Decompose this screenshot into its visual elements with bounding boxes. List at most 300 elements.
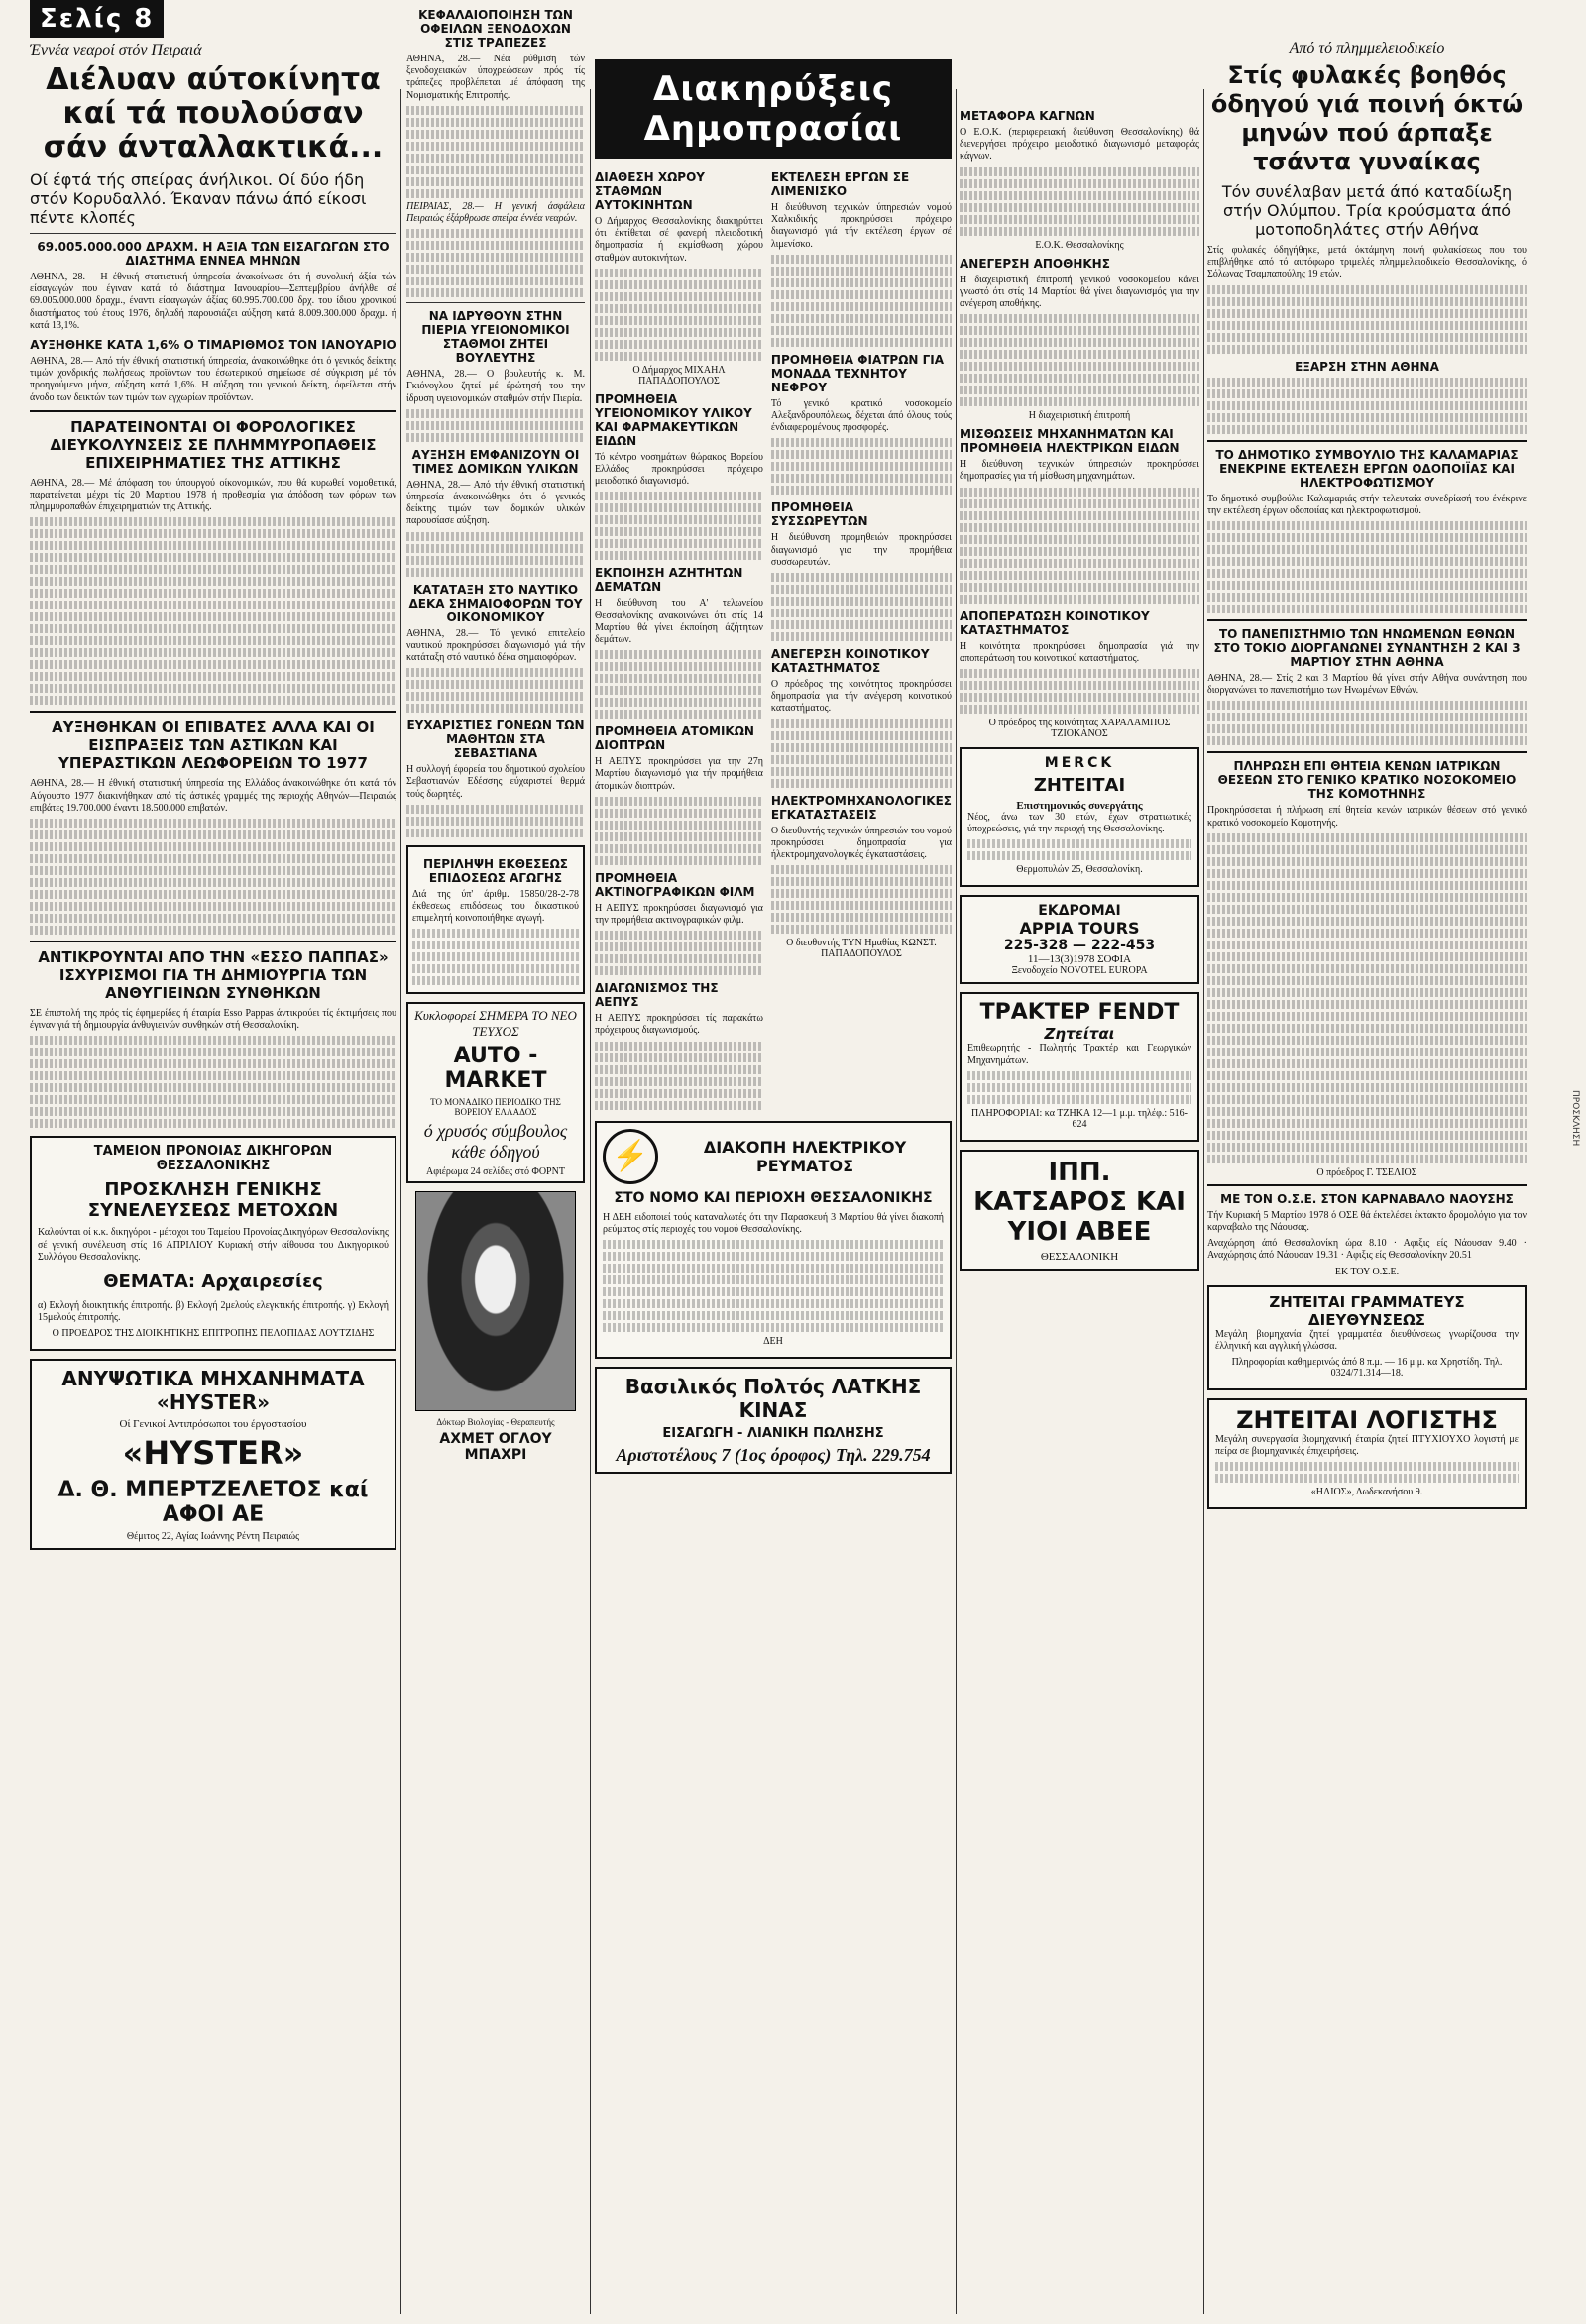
ad-royal-jelly <box>595 1367 952 1474</box>
text-filler <box>406 532 585 541</box>
ad-info: ΠΛΗΡΟΦΟΡΙΑΙ: κα ΤΖΗΚΑ 12—1 μ.μ. τηλέφ.: 516-624 <box>971 1107 1188 1130</box>
text-filler <box>967 839 1191 848</box>
ad-hyster <box>30 1359 396 1550</box>
text-filler <box>1207 581 1527 590</box>
text-filler <box>771 913 952 922</box>
ad-title: ΖΗΤΕΙΤΑΙ <box>1033 775 1126 797</box>
notice-title: ΔΙΑΓΩΝΙΣΜΟΣ ΤΗΣ ΑΕΠΥΣ <box>595 981 719 1010</box>
story-body: Το δημοτικό συμβούλιο Καλαμαριάς στήν τελευταία συνεδρίασή του ένέκρινε την εκτέλεση έργων οδοποιίας και ηλεκτροφωτισμού. <box>1207 493 1527 516</box>
text-filler <box>30 1107 396 1116</box>
divider <box>30 941 396 942</box>
notice-title: ΠΡΟΜΗΘΕΙΑ ΥΓΕΙΟΝΟΜΙΚΟΥ ΥΛΙΚΟΥ ΚΑΙ ΦΑΡΜΑΚΕΥΤΙΚΩΝ ΕΙΔΩΝ <box>595 391 752 448</box>
text-filler <box>595 809 763 818</box>
ad-title: ΑΝΥΨΩΤΙΚΑ ΜΗΧΑΝΗΜΑΤΑ «HYSTER» <box>61 1367 365 1415</box>
notice-title: ΑΝΕΓΕΡΣΗ ΑΠΟΘΗΚΗΣ <box>960 256 1110 271</box>
text-filler <box>1207 713 1527 721</box>
story-body: ΑΘΗΝΑ, 28.— Η έθνική στατιστική ύπηρεσία της Ελλάδος άνακοινώθηκε ότι κατά τόν Αύγουστο 1977 διακινήθηκαν από τίς άστικές γραμμές της περιοχής Αθηνών—Πειραιώς επιβάτες 19.700.000 έναντι 18.500.000 επιβατών. <box>30 778 396 814</box>
notice-box <box>406 845 585 995</box>
text-filler <box>406 433 585 442</box>
text-filler <box>30 612 396 621</box>
notice-title: ΠΡΟΜΗΘΕΙΑ ΑΚΤΙΝΟΓΡΑΦΙΚΩΝ ΦΙΛΜ <box>595 870 755 899</box>
ad-slogan: ό χρυσός σύμβουλος κάθε όδηγού <box>423 1121 568 1162</box>
text-filler <box>30 529 396 538</box>
text-filler <box>967 1083 1191 1092</box>
text-filler <box>960 523 1199 532</box>
text-filler <box>1215 1462 1519 1471</box>
ad-title: ΖΗΤΕΙΤΑΙ ΛΟΓΙΣΤΗΣ <box>1236 1406 1498 1435</box>
text-filler <box>30 1119 396 1128</box>
text-filler <box>406 421 585 430</box>
text-filler <box>595 1089 763 1098</box>
text-filler <box>30 1071 396 1080</box>
text-filler <box>960 559 1199 568</box>
notice-body: Η διεύθυνση προμηθειών προκηρύσσει διαγωνισμό για την προμήθεια συσσωρευτών. <box>770 532 952 568</box>
text-filler <box>406 568 585 577</box>
power-cut-notice <box>595 1121 952 1359</box>
text-filler <box>1207 521 1527 530</box>
text-filler <box>412 952 579 961</box>
text-filler <box>960 499 1199 508</box>
text-filler <box>30 517 396 526</box>
text-filler <box>1207 881 1527 890</box>
text-filler <box>960 511 1199 520</box>
text-filler <box>1207 425 1527 434</box>
ad-title: ΤΡΑΚΤΕΡ FENDT <box>979 1000 1180 1026</box>
notice-title: ΠΕΡΙΛΗΨΗ ΕΚΘΕΣΕΩΣ ΕΠΙΔΟΣΕΩΣ ΑΓΩΓΗΣ <box>423 856 568 885</box>
text-filler <box>1207 833 1527 842</box>
text-filler <box>771 573 952 582</box>
text-filler <box>603 1275 944 1284</box>
text-filler <box>406 680 585 689</box>
text-filler <box>603 1287 944 1296</box>
notice-title: ΜΙΣΘΩΣΕΙΣ ΜΗΧΑΝΗΜΑΤΩΝ ΚΑΙ ΠΡΟΜΗΘΕΙΑ ΗΛΕΚΤΡΙΚΩΝ ΕΙΔΩΝ <box>960 427 1180 456</box>
text-filler <box>406 817 585 826</box>
story-signature: ΕΚ ΤΟΥ Ο.Σ.Ε. <box>1334 1266 1400 1277</box>
text-filler <box>1207 1000 1527 1009</box>
text-filler <box>30 890 396 899</box>
text-filler <box>960 397 1199 406</box>
text-filler <box>595 551 763 560</box>
margin-text: ΠΡΟΣΚΛΗΣΗ <box>1570 1090 1580 1147</box>
text-filler <box>595 1077 763 1086</box>
divider <box>1207 619 1527 621</box>
notice-title: ΠΡΟΜΗΘΕΙΑ ΣΥΣΣΩΡΕΥΤΩΝ <box>770 500 868 529</box>
notices-right <box>771 165 952 1113</box>
text-filler <box>30 1095 396 1104</box>
text-filler <box>30 819 396 828</box>
divider <box>1207 1184 1527 1186</box>
column-2 <box>406 0 585 2324</box>
notice-signature: Η διαχειριστική έπιτροπή <box>1028 410 1131 422</box>
text-filler <box>960 167 1199 176</box>
text-filler <box>960 191 1199 200</box>
text-filler <box>30 541 396 550</box>
text-filler <box>1207 593 1527 602</box>
text-filler <box>412 976 579 985</box>
text-filler <box>960 338 1199 347</box>
ad-subtitle: Ζητείται <box>1044 1025 1115 1044</box>
ad-accountant <box>1207 1398 1527 1509</box>
ad-body: Μεγάλη συνεργασία βιομηχανική έταιρία ζητεί ΠΤΥΧΙΟΥΧΟ λογιστή με πείρα σε βιομηχανικές έπιχειρήσεις. <box>1215 1434 1519 1458</box>
notice-body: Ο Ε.Ο.Κ. (περιφερειακή διεύθυνση Θεσσαλονίκης) θά διενεργήσει πρόχειρο μειοδοτικό διαγωνισμό μεταφοράς κάγνων. <box>960 127 1199 163</box>
story-body: ΑΘΗΝΑ, 28.— Νέα ρύθμιση τών ξενοδοχειακών ύποχρεώσεων πρός τίς τράπεζες προβλέπεται μέ άπόφαση της Νομισματικής Επιτροπής. <box>406 54 585 101</box>
text-filler <box>595 316 763 325</box>
text-filler <box>960 693 1199 702</box>
story-title: ΠΑΡΑΤΕΙΝΟΝΤΑΙ ΟΙ ΦΟΡΟΛΟΓΙΚΕΣ ΔΙΕΥΚΟΛΥΝΣΕΙΣ ΣΕ ΠΛΗΜΜΥΡΟΠΑΘΕΙΣ ΕΠΙΧΕΙΡΗΜΑΤΙΕΣ ΤΗΣ ΑΤΤΙΚΗΣ <box>50 417 377 472</box>
text-filler <box>406 154 585 163</box>
text-filler <box>595 1065 763 1074</box>
story-body: Τήν Κυριακή 5 Μαρτίου 1978 ό ΟΣΕ θά έκτελέσει έκτακτο δρομολόγιο για τον καρναβαλο της Νάουσας. <box>1207 1209 1527 1234</box>
ad-person: ΑΧΜΕΤ ΟΓΛΟΥ ΜΠΑΧΡΙ <box>439 1431 552 1464</box>
text-filler <box>406 229 585 238</box>
power-cut-body: Η ΔΕΗ ειδοποιεί τούς καταναλωτές ότι την Παρασκευή 3 Μαρτίου θά γίνει διακοπή ρεύματος στίς περιοχές του νομού Θεσσαλονίκης. <box>603 1211 944 1235</box>
text-filler <box>603 1299 944 1308</box>
story-body: Στίς φυλακές όδηγήθηκε, μετά όκτάμηνη ποινή φυλακίσεως που του επιβλήθηκε από τό αυτόφωρο τριμελές πλημμελειοδικείο Θεσσαλονίκης, ό Σόλωνας Τσαμπαπούλης 19 ετών. <box>1207 245 1527 280</box>
story-title: ΚΑΤΑΤΑΞΗ ΣΤΟ ΝΑΥΤΙΚΟ ΔΕΚΑ ΣΗΜΑΙΟΦΟΡΩΝ ΤΟΥ ΟΙΚΟΝΟΜΙΚΟΥ <box>408 582 583 624</box>
text-filler <box>1207 976 1527 985</box>
ad-hotel: Ξενοδοχείο NOVOTEL EUROPA <box>1011 965 1148 977</box>
ad-top: Κυκλοφορεί ΣΗΜΕΡΑ ΤΟ ΝΕΟ ΤΕΥΧΟΣ <box>414 1008 577 1040</box>
notice-title: ΜΕΤΑΦΟΡΑ ΚΑΓΝΩΝ <box>960 109 1095 123</box>
power-cut-subtitle: ΣΤΟ ΝΟΜΟ ΚΑΙ ΠΕΡΙΟΧΗ ΘΕΣΣΑΛΟΝΙΚΗΣ <box>614 1189 933 1206</box>
ad-brand: «HYSTER» <box>122 1434 304 1473</box>
text-filler <box>771 267 952 276</box>
text-filler <box>1207 929 1527 938</box>
ad-pages: Αφιέρωμα 24 σελίδες στό ΦΟΡΝΤ <box>426 1166 565 1178</box>
notice-signature: Ο πρόεδρος της κοινότητας ΧΑΡΑΛΑΜΠΟΣ ΤΖΙΟΚΑΝΟΣ <box>988 718 1171 740</box>
text-filler <box>30 878 396 887</box>
notice-title: ΠΡΟΜΗΘΕΙΑ ΑΤΟΜΙΚΩΝ ΔΙΟΠΤΡΩΝ <box>595 724 754 753</box>
text-filler <box>1207 389 1527 398</box>
text-filler <box>1207 1059 1527 1068</box>
text-filler <box>960 595 1199 604</box>
text-filler <box>595 539 763 548</box>
text-filler <box>30 672 396 681</box>
text-filler <box>595 292 763 301</box>
text-filler <box>1207 321 1527 330</box>
notice-org: ΤΑΜΕΙΟΝ ΠΡΟΝΟΙΑΣ ΔΙΚΗΓΟΡΩΝ ΘΕΣΣΑΛΟΝΙΚΗΣ <box>93 1144 333 1174</box>
column-rule <box>590 89 591 2314</box>
ad-auto-market <box>406 1002 585 1183</box>
text-filler <box>1207 297 1527 306</box>
banner-spacer <box>960 0 1199 103</box>
text-filler <box>406 692 585 701</box>
text-filler <box>30 1048 396 1056</box>
text-filler <box>603 1264 944 1273</box>
notice-signature: Ε.Ο.Κ. Θεσσαλονίκης <box>1035 239 1124 251</box>
text-filler <box>406 130 585 139</box>
notices-row <box>595 165 952 1113</box>
text-filler <box>771 620 952 629</box>
text-filler <box>406 556 585 565</box>
power-cut-title: ΔΙΑΚΟΠΗ ΗΛΕΚΤΡΙΚΟΥ ΡΕΥΜΑΤΟΣ <box>703 1137 907 1175</box>
notice-body: Η διεύθυνση τεχνικών ύπηρεσιών προκηρύσσει δημοπρασίες για τή μίσθωση μηχανημάτων. <box>960 459 1199 483</box>
story-kicker: Έννέα νεαροί στόν Πειραιά <box>30 42 202 58</box>
text-filler <box>967 851 1191 860</box>
text-filler <box>771 609 952 617</box>
text-filler <box>771 597 952 606</box>
text-filler <box>406 805 585 814</box>
section-banner: Διακηρύξεις Δημοπρασίαι <box>595 59 952 159</box>
text-filler <box>960 215 1199 224</box>
story-lead: Οί έφτά τής σπείρας άνήλικοι. Οί δύο ήδη στόν Κορυδαλλό. Έκαναν πάνω άπό είκοσι πέντε κλοπές <box>30 170 367 227</box>
ad-secretary <box>1207 1285 1527 1390</box>
text-filler <box>1207 952 1527 961</box>
page-masthead: Σελίς 8 <box>30 0 164 38</box>
story-title: ΤΟ ΠΑΝΕΠΙΣΤΗΜΙΟ ΤΩΝ ΗΝΩΜΕΝΩΝ ΕΘΝΩΝ ΣΤΟ ΤΟΚΙΟ ΔΙΟΡΓΑΝΩΝΕΙ ΣΥΝΑΝΤΗΣΗ 2 ΚΑΙ 3 ΜΑΡΤΙΟΥ ΣΤΗΝ ΑΘΗΝΑ <box>1213 627 1521 670</box>
notice-signature: Ο διευθυντής ΤΥΝ Ημαθίας ΚΩΝΣΤ. ΠΑΠΑΔΟΠΟΥΛΟΣ <box>786 938 937 960</box>
text-filler <box>960 374 1199 383</box>
text-filler <box>595 527 763 536</box>
column-4 <box>960 0 1199 2324</box>
text-filler <box>603 1252 944 1261</box>
lightning-icon: ⚡ <box>603 1129 658 1184</box>
text-filler <box>595 1042 763 1051</box>
text-filler <box>406 118 585 127</box>
text-filler <box>595 662 763 671</box>
text-filler <box>406 829 585 837</box>
story-kicker: Από τό πλημμελειοδικείο <box>1289 40 1445 56</box>
ad-body: Επιθεωρητής - Πωλητής Τρακτέρ και Γεωργικών Μηχανημάτων. <box>967 1043 1191 1066</box>
text-filler <box>412 941 579 949</box>
text-filler <box>960 386 1199 394</box>
column-rule <box>1203 89 1204 2314</box>
ad-subtitle: ΕΙΣΑΓΩΓΗ - ΛΙΑΝΙΚΗ ΠΩΛΗΣΗΣ <box>662 1426 884 1442</box>
text-filler <box>30 830 396 839</box>
story-body: ΑΘΗΝΑ, 28.— Από τήν έθνική στατιστική ύπηρεσία άνακοινώθηκε ότι ό γενικός δείκτης τιμών των δομικών υλικών παρουσίασε αύξηση. <box>406 479 585 527</box>
text-filler <box>30 624 396 633</box>
notice-body: Διά της ύπ' άριθμ. 15850/28-2-78 έκθεσεως επιδόσεως του δικαστικού επιμελητή κοινοποιήθηκε αγωγή. <box>412 888 579 925</box>
text-filler <box>771 338 952 347</box>
text-filler <box>595 821 763 830</box>
notice-title: ΠΡΟΣΚΛΗΣΗ ΓΕΝΙΚΗΣ ΣΥΝΕΛΕΥΣΕΩΣ ΜΕΤΟΧΩΝ <box>87 1179 339 1222</box>
notice-title: ΕΚΤΕΛΕΣΗ ΕΡΓΩΝ ΣΕ ΛΙΜΕΝΙΣΚΟ <box>770 170 910 198</box>
ad-body: Μεγάλη βιομηχανία ζητεί γραμματέα διευθύνσεως γνωρίζουσα την έλληνική και αγγλική γλώσσα. <box>1215 1328 1519 1352</box>
text-filler <box>1207 569 1527 578</box>
text-filler <box>960 535 1199 544</box>
text-filler <box>960 227 1199 236</box>
ad-info: Πληροφορίαι καθημερινώς άπό 8 π.μ. — 16 μ.μ. κα Χρηστίδη. Τηλ. 0324/71.314—18. <box>1231 1357 1503 1380</box>
text-filler <box>1207 964 1527 973</box>
text-filler <box>960 350 1199 359</box>
notice-body: Η διεύθυνση του Α' τελωνείου Θεσσαλονίκης ανακοινώνει ότι στίς 14 Μαρτίου θά γίνει έκποίηση άζήτητων δεμάτων. <box>595 598 763 646</box>
power-cut-header <box>603 1129 944 1184</box>
text-filler <box>406 288 585 297</box>
notice-body: Καλούνται οί κ.κ. δικηγόροι - μέτοχοι του Ταμείου Προνοίας Δικηγόρων Θεσσαλονίκης σέ γενική συνέλευση στίς 16 ΑΠΡΙΛΙΟΥ Κυριακή στήν αίθουσα του Δικηγορικού Συλλόγου Θεσσαλονίκης. <box>38 1227 389 1263</box>
notice-tameio <box>30 1136 396 1351</box>
text-filler <box>595 856 763 865</box>
ad-merck <box>960 747 1199 887</box>
text-filler <box>30 914 396 923</box>
text-filler <box>771 486 952 495</box>
notices-left <box>595 165 763 1113</box>
notice-title: ΑΝΕΓΕΡΣΗ ΚΟΙΝΟΤΙΚΟΥ ΚΑΤΑΣΤΗΜΑΤΟΣ <box>770 647 930 676</box>
ad-subtitle: Επιστημονικός συνεργάτης <box>1016 800 1143 813</box>
text-filler <box>595 352 763 361</box>
text-filler <box>30 842 396 851</box>
text-filler <box>595 966 763 975</box>
text-filler <box>1207 557 1527 566</box>
text-filler <box>1207 893 1527 902</box>
text-filler <box>30 1083 396 1092</box>
text-filler <box>960 571 1199 580</box>
divider <box>1207 440 1527 442</box>
text-filler <box>595 650 763 659</box>
story-body: ΑΘΗΝΑ, 28.— Ο βουλευτής κ. Μ. Γκιόνογλου ζητεί μέ έρώτησή του την ίδρυση υγειονομικών σταθμών στήν Πιερία. <box>406 369 585 404</box>
story-subhead: ΕΞΑΡΣΗ ΣΤΗΝ ΑΘΗΝΑ <box>1295 359 1439 374</box>
text-filler <box>1207 1048 1527 1056</box>
text-filler <box>603 1311 944 1320</box>
text-filler <box>771 302 952 311</box>
notice-body: Η κοινότητα προκηρύσσει δημοπρασία γιά την αποπεράτωση του κοινοτικού καταστήματος. <box>960 640 1199 664</box>
story-body: Προκηρύσσεται ή πλήρωση επί θητεία κενών ιατρικών θέσεων στό γενικό κρατικό νοσοκομείο Κομοτηνής. <box>1207 805 1527 829</box>
text-filler <box>1215 1474 1519 1483</box>
text-filler <box>30 696 396 705</box>
text-filler <box>30 565 396 574</box>
notice-title: ΕΚΠΟΙΗΣΗ ΑΖΗΤΗΤΩΝ ΔΕΜΑΤΩΝ <box>595 566 743 595</box>
story-title: ΑΥΞΗΣΗ ΕΜΦΑΝΙΖΟΥΝ ΟΙ ΤΙΜΕΣ ΔΟΜΙΚΩΝ ΥΛΙΚΩΝ <box>411 447 580 476</box>
text-filler <box>406 668 585 677</box>
ad-company: Δ. Θ. ΜΠΕΡΤΖΕΛΕΤΟΣ καί ΑΦΟΙ ΑΕ <box>57 1478 369 1528</box>
text-filler <box>1207 869 1527 878</box>
ad-fendt <box>960 992 1199 1141</box>
text-filler <box>595 328 763 337</box>
text-filler <box>595 1101 763 1110</box>
train-times: Αναχώρηση άπό Θεσσαλονίκη ώρα 8.10 · Αφιξις είς Νάουσαν 9.40 · Αναχώρησις άπό Νάουσαν 19.31 · Αφιξις είς Θεσσαλονίκην 20.51 <box>1207 1238 1527 1262</box>
text-filler <box>603 1323 944 1332</box>
text-filler <box>1207 724 1527 733</box>
text-filler <box>1207 845 1527 854</box>
text-filler <box>1207 1119 1527 1128</box>
text-filler <box>412 964 579 973</box>
text-filler <box>771 877 952 886</box>
notice-title: ΔΙΑΘΕΣΗ ΧΩΡΟΥ ΣΤΑΘΜΩΝ ΑΥΤΟΚΙΝΗΤΩΝ <box>595 170 705 212</box>
text-filler <box>1207 1024 1527 1033</box>
ad-title: AUTO - MARKET <box>444 1044 547 1094</box>
text-filler <box>406 544 585 553</box>
text-filler <box>960 314 1199 323</box>
text-filler <box>30 866 396 875</box>
ad-subtitle: ΤΟ ΜΟΝΑΔΙΚΟ ΠΕΡΙΟΔΙΚΟ ΤΗΣ ΒΟΡΕΙΟΥ ΕΛΛΑΔΟΣ <box>430 1097 561 1118</box>
story-title: ΤΟ ΔΗΜΟΤΙΚΟ ΣΥΜΒΟΥΛΙΟ ΤΗΣ ΚΑΛΑΜΑΡΙΑΣ ΕΝΕΚΡΙΝΕ ΕΚΤΕΛΕΣΗ ΕΡΓΩΝ ΟΔΟΠΟΙΪΑΣ ΚΑΙ ΗΛΕΚΤΡΟΦΩΤΙΣΜΟΥ <box>1215 447 1519 490</box>
text-filler <box>960 583 1199 592</box>
text-filler <box>771 901 952 910</box>
text-filler <box>595 954 763 963</box>
notice-body: Η ΑΕΠΥΣ προκηρύσσει τίς παρακάτω πρόχειρους διαγωνισμούς. <box>595 1013 763 1037</box>
column-rule <box>956 89 957 2314</box>
story-title: 69.005.000.000 ΔΡΑΧΜ. Η ΑΞΙΑ ΤΩΝ ΕΙΣΑΓΩΓΩΝ ΣΤΟ ΔΙΑΣΤΗΜΑ ΕΝΝΕΑ ΜΗΝΩΝ <box>37 240 390 268</box>
notice-body: Ο Δήμαρχος Θεσσαλονίκης διακηρύττει ότι έκτίθεται σέ φανερή πλειοδοτική δημοπρασία ή εκμίσθωση χώρου σταθμών αυτοκινήτων. <box>595 216 763 264</box>
text-filler <box>1207 1155 1527 1163</box>
text-filler <box>406 106 585 115</box>
text-filler <box>1207 701 1527 710</box>
text-filler <box>595 503 763 512</box>
text-filler <box>771 290 952 299</box>
text-filler <box>1207 1012 1527 1021</box>
ad-title: ΕΚΔΡΟΜΑΙ <box>1038 903 1121 920</box>
text-filler <box>960 326 1199 335</box>
text-filler <box>1207 1107 1527 1116</box>
text-filler <box>1207 917 1527 926</box>
notice-body: Ο πρόεδρος της κοινότητος προκηρύσσει δημοπρασία για τήν ανέγερση κοινοτικού καταστήματος. <box>770 679 952 715</box>
text-filler <box>595 797 763 806</box>
text-filler <box>595 931 763 940</box>
text-filler <box>960 681 1199 690</box>
notice-body: Ο διευθυντής τεχνικών ύπηρεσιών του νομού προκηρύσσει δημοπρασία για ήλεκτρομηχανολογικές έγκαταστάσεις. <box>770 825 952 861</box>
text-filler <box>595 942 763 951</box>
notice-themes: ΘΕΜΑΤΑ: Αρχαιρεσίες <box>103 1272 323 1293</box>
story-headline: Στίς φυλακές βοηθός όδηγού γιά ποινή όκτώ μηνών πού άρπαξε τσάντα γυναίκας <box>1210 61 1524 175</box>
text-filler <box>30 926 396 935</box>
column-3 <box>595 0 952 2324</box>
text-filler <box>406 241 585 250</box>
text-filler <box>595 1053 763 1062</box>
ad-brand: MERCK <box>1044 755 1115 772</box>
text-filler <box>1207 285 1527 294</box>
text-filler <box>771 314 952 323</box>
text-filler <box>1207 1071 1527 1080</box>
text-filler <box>595 280 763 289</box>
notice-body: Η διαχειριστική έπιτροπή γενικού νοσοκομείου κάνει γνωστό ότι στίς 14 Μαρτίου θά γίνει διαγωνισμός για την ανέγερση αποθήκης. <box>960 274 1199 310</box>
story-body: ΑΘΗΝΑ, 28.— Μέ άπόφαση του ύπουργού οίκονομικών, που θά κυρωθεί νομοθετικά, παρατείνεται μέχρι τίς 20 Μαρτίου 1978 ή προθεσμία για άπόδοση των φόρων των πλημμυροπαθών έπιχειρηματιών της Αττικής. <box>30 477 396 513</box>
ad-address: Θερμοπυλών 25, Θεσσαλονίκη. <box>1016 864 1143 876</box>
text-filler <box>771 585 952 594</box>
text-filler <box>1207 941 1527 949</box>
text-filler <box>960 705 1199 714</box>
story-lead: Τόν συνέλαβαν μετά άπό καταδίωξη στήν Ολύμπου. Τρία κρούσματα άπό μοτοποδηλάτες στήν Αθήνα <box>1221 182 1513 239</box>
text-filler <box>595 832 763 841</box>
text-filler <box>771 719 952 728</box>
text-filler <box>1207 1083 1527 1092</box>
column-1 <box>30 0 396 2324</box>
story-body: ΑΘΗΝΑ, 28.— Η έθνική στατιστική ύπηρεσία άνακοίνωσε ότι ή συνολική άξία τών είσαγωγών που έγιναν κατά τό διάστημα Ιανουαρίου—Σεπτεμβρίου άνήλθε σέ 69.005.000.000 δραχμ., έναντι είσαγωγών άξίας 60.995.700.000 δρχ. του ίδιου χρονικού διαστήματος τού έτους 1976, δηλαδή παρουσιάζει αύξηση κατά 8.009.300.000 δραχμ. ή κατά 13,1%. <box>30 272 396 331</box>
text-filler <box>406 409 585 418</box>
ad-signature: «ΗΛΙΟΣ», Δωδεκανήσου 9. <box>1310 1487 1423 1498</box>
text-filler <box>412 929 579 938</box>
notice-title: ΠΡΟΜΗΘΕΙΑ ΦΙΑΤΡΩΝ ΓΙΑ ΜΟΝΑΔΑ ΤΕΧΝΗΤΟΥ ΝΕΦΡΟΥ <box>770 352 945 394</box>
text-filler <box>595 698 763 707</box>
text-filler <box>960 669 1199 678</box>
text-filler <box>406 189 585 198</box>
text-filler <box>1207 1095 1527 1104</box>
text-filler <box>595 844 763 853</box>
text-filler <box>30 553 396 562</box>
text-filler <box>1207 378 1527 387</box>
story-title: ΜΕ ΤΟΝ Ο.Σ.Ε. ΣΤΟΝ ΚΑΡΝΑΒΑΛΟ ΝΑΟΥΣΗΣ <box>1220 1191 1514 1206</box>
power-cut-signature: ΔΕΗ <box>763 1336 783 1348</box>
text-filler <box>771 731 952 740</box>
ad-address: Θέμιτος 22, Αγίας Ιωάννης Ρέντη Πειραιώς <box>126 1531 300 1543</box>
divider <box>30 711 396 713</box>
text-filler <box>1207 905 1527 914</box>
story-title: ΠΛΗΡΩΣΗ ΕΠΙ ΘΗΤΕΙΑ ΚΕΝΩΝ ΙΑΤΡΙΚΩΝ ΘΕΣΕΩΝ ΣΤΟ ΓΕΝΙΚΟ ΚΡΑΤΙΚΟ ΝΟΣΟΚΟΜΕΙΟ ΤΗΣ ΚΟΜΟΤΗΝΗΣ <box>1217 759 1517 802</box>
text-filler <box>406 177 585 186</box>
text-filler <box>595 515 763 524</box>
text-filler <box>595 304 763 313</box>
text-filler <box>30 648 396 657</box>
text-filler <box>30 902 396 911</box>
text-filler <box>771 462 952 471</box>
text-filler <box>30 577 396 586</box>
ad-dates: 11—13(3)1978 ΣΟΦΙΑ <box>1027 953 1132 966</box>
story-title: ΑΥΞΗΘΗΚΑΝ ΟΙ ΕΠΙΒΑΤΕΣ ΑΛΛΑ ΚΑΙ ΟΙ ΕΙΣΠΡΑΞΕΙΣ ΤΩΝ ΑΣΤΙΚΩΝ ΚΑΙ ΥΠΕΡΑΣΤΙΚΩΝ ΛΕΩΦΟΡΕΙΩΝ ΤΟ 1977 <box>52 719 375 773</box>
text-filler <box>967 1071 1191 1080</box>
notice-signature: Ο ΠΡΟΕΔΡΟΣ ΤΗΣ ΔΙΟΙΚΗΤΙΚΗΣ ΕΠΙΤΡΟΠΗΣ ΠΕΛΟΠΙΔΑΣ ΛΟΥΤΖΙΔΗΣ <box>52 1328 375 1340</box>
text-filler <box>1207 736 1527 745</box>
text-filler <box>771 255 952 264</box>
column-rule <box>400 89 401 2314</box>
text-filler <box>30 601 396 609</box>
